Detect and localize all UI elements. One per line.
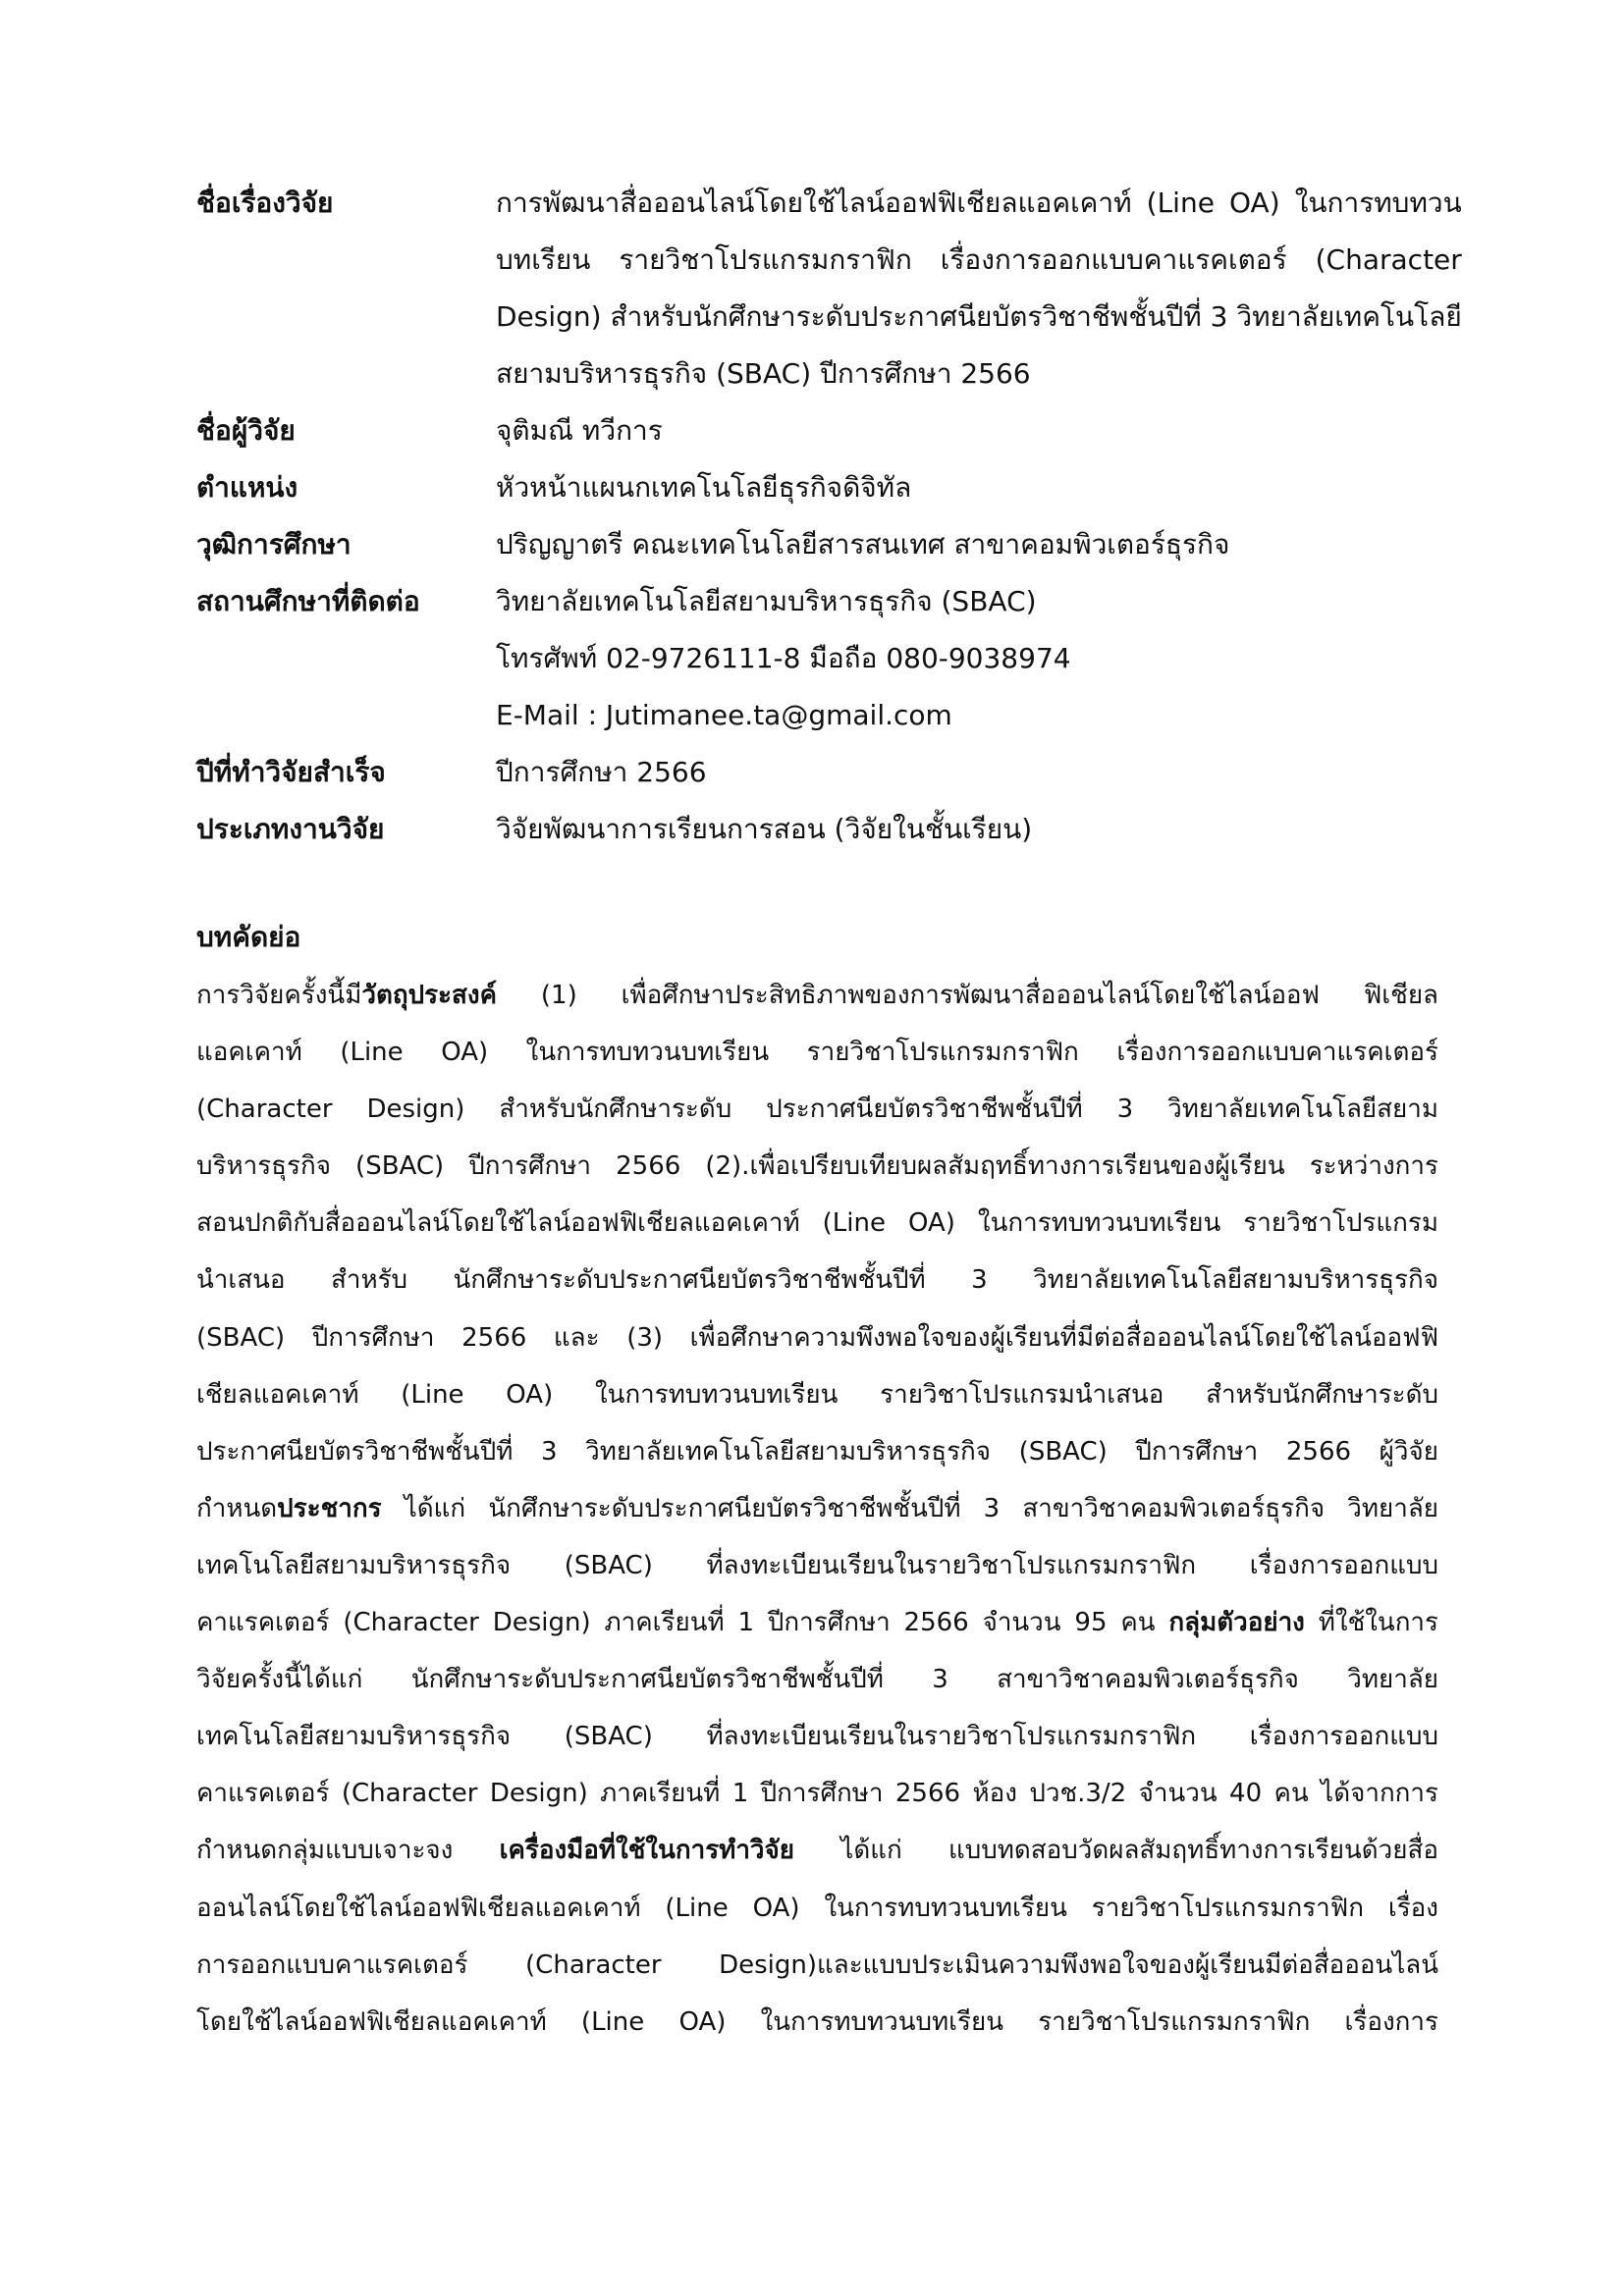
researcher-value: จุติมณี ทวีการ: [496, 414, 663, 447]
abstract-line: โดยใช้ไลน์ออฟฟิเชียลแอคเคาท์ (Line OA) ในการทบทวนบทเรียน รายวิชาโปรแกรมกราฟิก เรื่องการ: [196, 2006, 1438, 2037]
instruments-emphasis: เครื่องมือที่ใช้ในการทำวิจัย: [499, 1836, 794, 1866]
research-title-row: [196, 175, 1462, 402]
abstract-line: การออกแบบคาแรคเตอร์ (Character Design)และแบบประเมินความพึงพอใจของผู้เรียนมีต่อสื่อออนไลน์: [196, 1949, 1438, 1980]
research-title-line: การพัฒนาสื่อออนไลน์โดยใช้ไลน์ออฟฟิเชียลแอคเคาท์ (Line OA) ในการทบทวน: [496, 187, 1462, 219]
research-title-line: สยามบริหารธุรกิจ (SBAC) ปีการศึกษา 2566: [496, 357, 1031, 390]
abstract-line: แอคเคาท์ (Line OA) ในการทบทวนบทเรียน รายวิชาโปรแกรมกราฟิก เรื่องการออกแบบคาแรคเตอร์: [196, 1038, 1438, 1068]
abstract-body: [196, 967, 1438, 2051]
abstract-line: คาแรคเตอร์ (Character Design) ภาคเรียนที่ 1 ปีการศึกษา 2566 จำนวน 95 คน กลุ่มตัวอย่าง ที่ใช้ในการ: [196, 1608, 1438, 1638]
abstract-line: กำหนดประชากร ได้แก่ นักศึกษาระดับประกาศนียบัตรวิชาชีพชั้นปีที่ 3 สาขาวิชาคอมพิวเตอร์ธุรกิจ วิทยาลัย: [196, 1493, 1438, 1523]
abstract-heading: บทคัดย่อ: [196, 921, 301, 953]
abstract-line: สอนปกติกับสื่อออนไลน์โดยใช้ไลน์ออฟฟิเชียลแอคเคาท์ (Line OA) ในการทบทวนบทเรียน รายวิชาโปรแกรม: [196, 1208, 1438, 1239]
abstract-line: นำเสนอ สำหรับ นักศึกษาระดับประกาศนียบัตรวิชาชีพชั้นปีที่ 3 วิทยาลัยเทคโนโลยีสยามบริหารธุรกิจ: [196, 1265, 1438, 1296]
abstract-line: กำหนดกลุ่มแบบเจาะจง เครื่องมือที่ใช้ในการทำวิจัย ได้แก่ แบบทดสอบวัดผลสัมฤทธิ์ทางการเรียนด้วยสื่อ: [196, 1836, 1438, 1866]
contact-phone: โทรศัพท์ 02-9726111-8 มือถือ 080-9038974: [496, 642, 1071, 674]
education-row: [196, 516, 1438, 573]
completion-year-row: [196, 744, 1438, 801]
position-label: ตำแหน่ง: [196, 471, 298, 504]
population-emphasis: ประชากร: [277, 1493, 382, 1523]
research-title-line: บทเรียน รายวิชาโปรแกรมกราฟิก เรื่องการออกแบบคาแรคเตอร์ (Character: [496, 243, 1462, 276]
researcher-label: ชื่อผู้วิจัย: [196, 414, 296, 447]
objective-emphasis: วัตถุประสงค์: [361, 981, 497, 1010]
abstract-line: เทคโนโลยีสยามบริหารธุรกิจ (SBAC) ที่ลงทะเบียนเรียนในรายวิชาโปรแกรมกราฟิก เรื่องการออกแบบ: [196, 1722, 1438, 1752]
contact-institution: วิทยาลัยเทคโนโลยีสยามบริหารธุรกิจ (SBAC): [496, 585, 1037, 617]
abstract-line: เทคโนโลยีสยามบริหารธุรกิจ (SBAC) ที่ลงทะเบียนเรียนในรายวิชาโปรแกรมกราฟิก เรื่องการออกแบบ: [196, 1550, 1438, 1580]
position-row: [196, 459, 1438, 516]
research-info-block: [196, 175, 1462, 858]
abstract-line: (Character Design) สำหรับนักศึกษาระดับ ประกาศนียบัตรวิชาชีพชั้นปีที่ 3 วิทยาลัยเทคโนโลยีสยาม: [196, 1095, 1438, 1125]
contact-label: สถานศึกษาที่ติดต่อ: [196, 585, 420, 617]
research-title-value: [496, 175, 1462, 402]
abstract-line: คาแรคเตอร์ (Character Design) ภาคเรียนที่ 1 ปีการศึกษา 2566 ห้อง ปวช.3/2 จำนวน 40 คน ได้จากการ: [196, 1779, 1438, 1809]
completion-year-value: ปีการศึกษา 2566: [496, 756, 707, 788]
abstract-line: ออนไลน์โดยใช้ไลน์ออฟฟิเชียลแอคเคาท์ (Line OA) ในการทบทวนบทเรียน รายวิชาโปรแกรมกราฟิก เรื่อง: [196, 1893, 1438, 1923]
research-title-label: ชื่อเรื่องวิจัย: [196, 187, 334, 219]
research-type-value: วิจัยพัฒนาการเรียนการสอน (วิจัยในชั้นเรียน): [496, 813, 1033, 845]
completion-year-label: ปีที่ทำวิจัยสำเร็จ: [196, 756, 386, 788]
research-type-label: ประเภทงานวิจัย: [196, 813, 385, 845]
abstract-line: ประกาศนียบัตรวิชาชีพชั้นปีที่ 3 วิทยาลัยเทคโนโลยีสยามบริหารธุรกิจ (SBAC) ปีการศึกษา 2566 ผู้วิจัย: [196, 1436, 1438, 1467]
abstract-line: (SBAC) ปีการศึกษา 2566 และ (3) เพื่อศึกษาความพึงพอใจของผู้เรียนที่มีต่อสื่อออนไลน์โดยใช้ไลน์ออฟฟิ: [196, 1322, 1438, 1353]
abstract-line: เชียลแอคเคาท์ (Line OA) ในการทบทวนบทเรียน รายวิชาโปรแกรมนำเสนอ สำหรับนักศึกษาระดับ: [196, 1379, 1438, 1410]
contact-email: E-Mail : Jutimanee.ta@gmail.com: [496, 699, 952, 731]
contact-row: [196, 573, 1438, 744]
researcher-row: [196, 402, 1438, 459]
position-value: หัวหน้าแผนกเทคโนโลยีธุรกิจดิจิทัล: [496, 471, 912, 504]
education-value: ปริญญาตรี คณะเทคโนโลยีสารสนเทศ สาขาคอมพิวเตอร์ธุรกิจ: [496, 528, 1230, 561]
education-label: วุฒิการศึกษา: [196, 528, 352, 561]
research-type-row: [196, 801, 1438, 858]
sample-emphasis: กลุ่มตัวอย่าง: [1168, 1608, 1305, 1638]
abstract-line: การวิจัยครั้งนี้มีวัตถุประสงค์ (1) เพื่อศึกษาประสิทธิภาพของการพัฒนาสื่อออนไลน์โดยใช้ไลน์ออฟ ฟิเชียล: [196, 981, 1438, 1010]
research-title-line: Design) สำหรับนักศึกษาระดับประกาศนียบัตรวิชาชีพชั้นปีที่ 3 วิทยาลัยเทคโนโลยี: [496, 300, 1462, 333]
abstract-line: บริหารธุรกิจ (SBAC) ปีการศึกษา 2566 (2).เพื่อเปรียบเทียบผลสัมฤทธิ์ทางการเรียนของผู้เรียน ระหว่างการ: [196, 1151, 1438, 1182]
abstract-line: วิจัยครั้งนี้ได้แก่ นักศึกษาระดับประกาศนียบัตรวิชาชีพชั้นปีที่ 3 สาขาวิชาคอมพิวเตอร์ธุรกิจ วิทยาลัย: [196, 1665, 1438, 1695]
